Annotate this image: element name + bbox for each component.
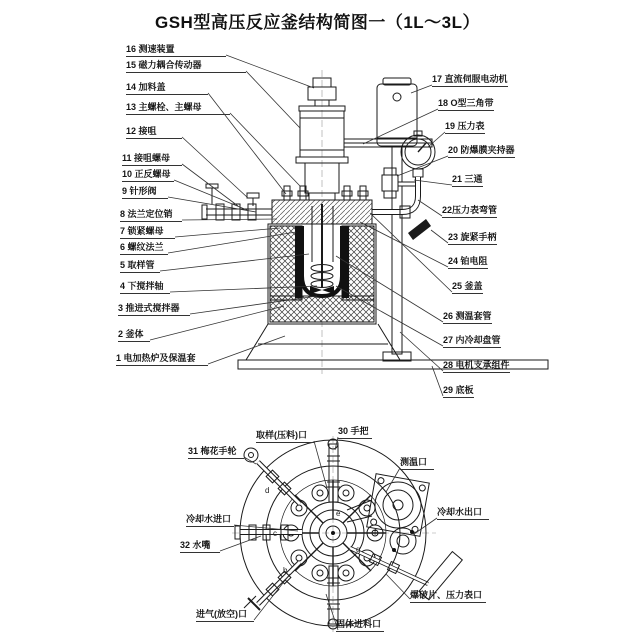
section-view [202, 70, 548, 374]
part-label-19: 19 压力表 [445, 121, 485, 134]
label-cooling-outlet: 冷却水出口 [437, 507, 489, 520]
label-sampling-port: 取样(压料)口 [256, 430, 314, 443]
west-port-pipe [235, 525, 302, 540]
part-label-21: 21 三通 [452, 174, 483, 187]
tightening-handle [408, 219, 431, 240]
part-label-29: 29 底板 [443, 385, 474, 398]
part-label-18: 18 O型三角带 [438, 98, 494, 111]
label-gas-inlet-port: 进气(放空)口 [196, 609, 254, 622]
label-temp-port: 测温口 [400, 457, 434, 470]
port-letter-b: b [283, 566, 288, 575]
part-label-27: 27 内冷却盘管 [443, 335, 501, 348]
motor-support-column [383, 146, 411, 361]
part-label-17: 17 直流伺服电动机 [432, 74, 508, 87]
part-label-26: 26 测温套管 [443, 311, 492, 324]
part-label-15: 15 磁力耦合传动器 [126, 60, 246, 73]
part-label-3: 3 推进式搅拌器 [118, 303, 190, 316]
left-nozzle-pipe [202, 184, 272, 220]
part-label-25: 25 釜盖 [452, 281, 483, 294]
label-solid-feed-port: 固体进料口 [336, 619, 384, 632]
label-handle: 30 手把 [338, 426, 372, 439]
part-label-7: 7 锁紧螺母 [120, 226, 175, 239]
part-label-9: 9 针形阀 [122, 186, 168, 199]
part-label-12: 12 接咀 [126, 126, 182, 139]
servo-motor [377, 78, 417, 146]
port-letter-f: f [374, 528, 377, 537]
part-label-8: 8 法兰定位销 [120, 209, 182, 222]
part-label-10: 10 正反螺母 [122, 169, 174, 182]
part-label-23: 23 旋紧手柄 [448, 232, 497, 245]
port-letter-c: c [273, 529, 277, 538]
part-label-28: 28 电机支承组件 [443, 360, 510, 373]
part-label-2: 2 釜体 [118, 329, 150, 342]
label-water-nozzle: 32 水嘴 [180, 540, 220, 553]
east-motor-mount [347, 474, 429, 554]
label-cooling-inlet: 冷却水进口 [186, 514, 234, 527]
part-label-22: 22压力表弯管 [442, 205, 497, 218]
part-label-20: 20 防爆膜夹持器 [448, 145, 515, 158]
part-label-6: 6 螺纹法兰 [120, 242, 168, 255]
part-label-4: 4 下搅拌轴 [120, 281, 170, 294]
label-rupture-port: 爆破片、压力表口 [410, 590, 486, 603]
part-label-16: 16 测速装置 [126, 44, 226, 57]
port-letter-e: e [336, 509, 341, 518]
port-letter-g: g [356, 545, 361, 554]
part-label-11: 11 接咀螺母 [122, 153, 182, 166]
part-label-5: 5 取样管 [120, 260, 160, 273]
northwest-valve [244, 448, 300, 504]
part-label-14: 14 加料盖 [126, 82, 208, 95]
port-letter-d: d [265, 486, 270, 495]
page-title: GSH型高压反应釜结构简图一（1L～3L） [154, 13, 481, 32]
part-label-13: 13 主螺栓、主螺母 [126, 102, 230, 115]
part-label-1: 1 电加热炉及保温套 [116, 353, 208, 366]
part-label-24: 24 铂电阻 [448, 256, 488, 269]
label-plum-handwheel: 31 梅花手轮 [188, 446, 244, 459]
